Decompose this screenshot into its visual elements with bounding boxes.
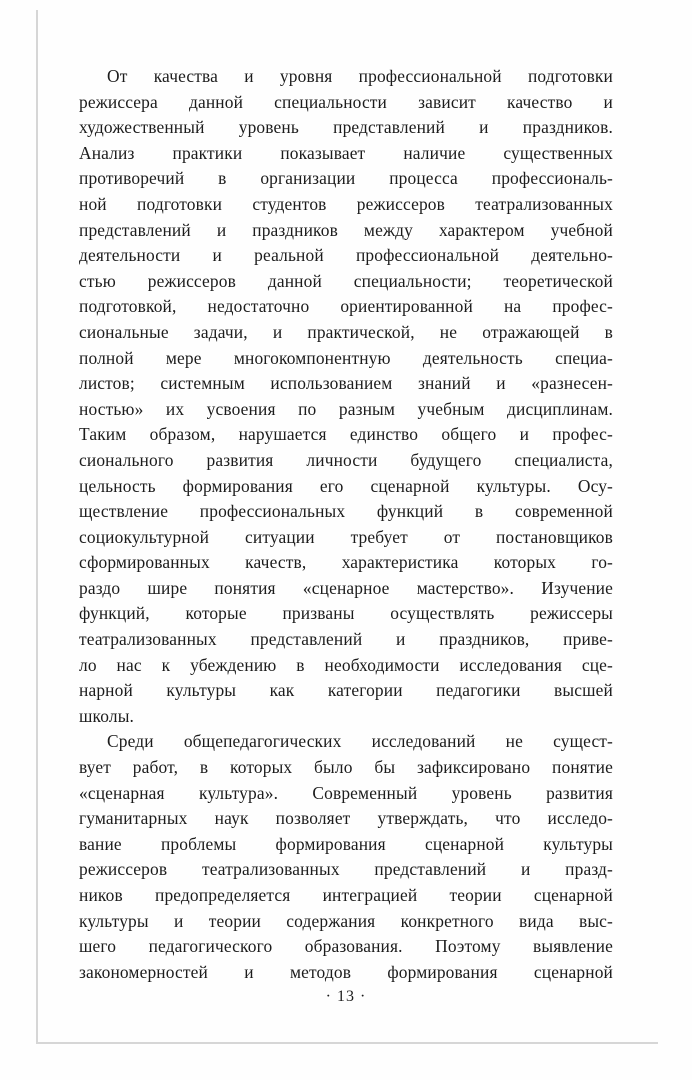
text-line: вание проблемы формирования сценарной культуры xyxy=(79,833,613,854)
text-line: стью режиссеров данной специальности; теоретической xyxy=(79,270,613,291)
text-line: нарной культуры как категории педагогики высшей xyxy=(79,680,613,701)
text-line: сионального развития личности будущего специалиста, xyxy=(79,449,613,470)
paragraph xyxy=(79,729,613,985)
text-line: подготовкой, недостаточно ориентированной на профес- xyxy=(79,296,613,317)
text-line: школы. xyxy=(79,705,135,726)
text-line: листов; системным использованием знаний и «разнесен- xyxy=(79,373,613,394)
text-line: гуманитарных наук позволяет утверждать, что исследо- xyxy=(79,808,613,829)
text-line: представлений и праздников между характером учебной xyxy=(79,219,613,240)
text-line: театрализованных представлений и праздников, приве- xyxy=(79,629,613,650)
text-line: ностью» их усвоения по разным учебным дисциплинам. xyxy=(79,398,613,419)
page-number: · 13 · xyxy=(325,988,367,1005)
text-line: шего педагогического образования. Поэтому выявление xyxy=(79,936,613,957)
text-line: социокультурной ситуации требует от постановщиков xyxy=(79,526,613,547)
text-line: ников предопределяется интеграцией теории сценарной xyxy=(79,885,613,905)
text-line: ло нас к убеждению в необходимости исследования сце- xyxy=(79,654,613,675)
text-line: режиссеров театрализованных представлений и празд- xyxy=(79,859,613,880)
page-edge-shadow-bottom xyxy=(36,1042,658,1044)
text-line: закономерностей и методов формирования сценарной xyxy=(79,961,613,982)
text-line: От качества и уровня профессиональной подготовки xyxy=(107,66,613,86)
text-line: цельность формирования его сценарной культуры. Осу- xyxy=(79,475,613,496)
page-text xyxy=(79,64,613,985)
text-line: полной мере многокомпонентную деятельность специа- xyxy=(79,347,613,368)
text-line: художественный уровень представлений и праздников. xyxy=(79,117,613,138)
text-line: вует работ, в которых было бы зафиксировано понятие xyxy=(79,757,613,778)
text-line: режиссера данной специальности зависит качество и xyxy=(79,91,613,112)
paragraph xyxy=(79,64,613,729)
text-line: «сценарная культура». Современный уровень развития xyxy=(79,782,613,803)
text-line: сформированных качеств, характеристика которых го- xyxy=(79,552,613,573)
text-line: ществление профессиональных функций в современной xyxy=(79,501,613,522)
text-line: Анализ практики показывает наличие существенных xyxy=(79,142,613,163)
text-line: деятельности и реальной профессиональной деятельно- xyxy=(79,245,613,266)
text-line: Среди общепедагогических исследований не сущест- xyxy=(107,731,613,752)
text-line: культуры и теории содержания конкретного вида выс- xyxy=(79,910,613,931)
text-line: раздо шире понятия «сценарное мастерство». Изучение xyxy=(79,577,613,598)
text-line: сиональные задачи, и практической, не отражающей в xyxy=(79,321,613,342)
text-line: противоречий в организации процесса профессиональ- xyxy=(79,168,613,189)
page-edge-shadow-left xyxy=(36,10,38,1044)
text-line: функций, которые призваны осуществлять режиссеры xyxy=(79,603,613,624)
text-line: ной подготовки студентов режиссеров театрализованных xyxy=(79,193,613,214)
text-line: Таким образом, нарушается единство общего и профес- xyxy=(79,424,613,445)
